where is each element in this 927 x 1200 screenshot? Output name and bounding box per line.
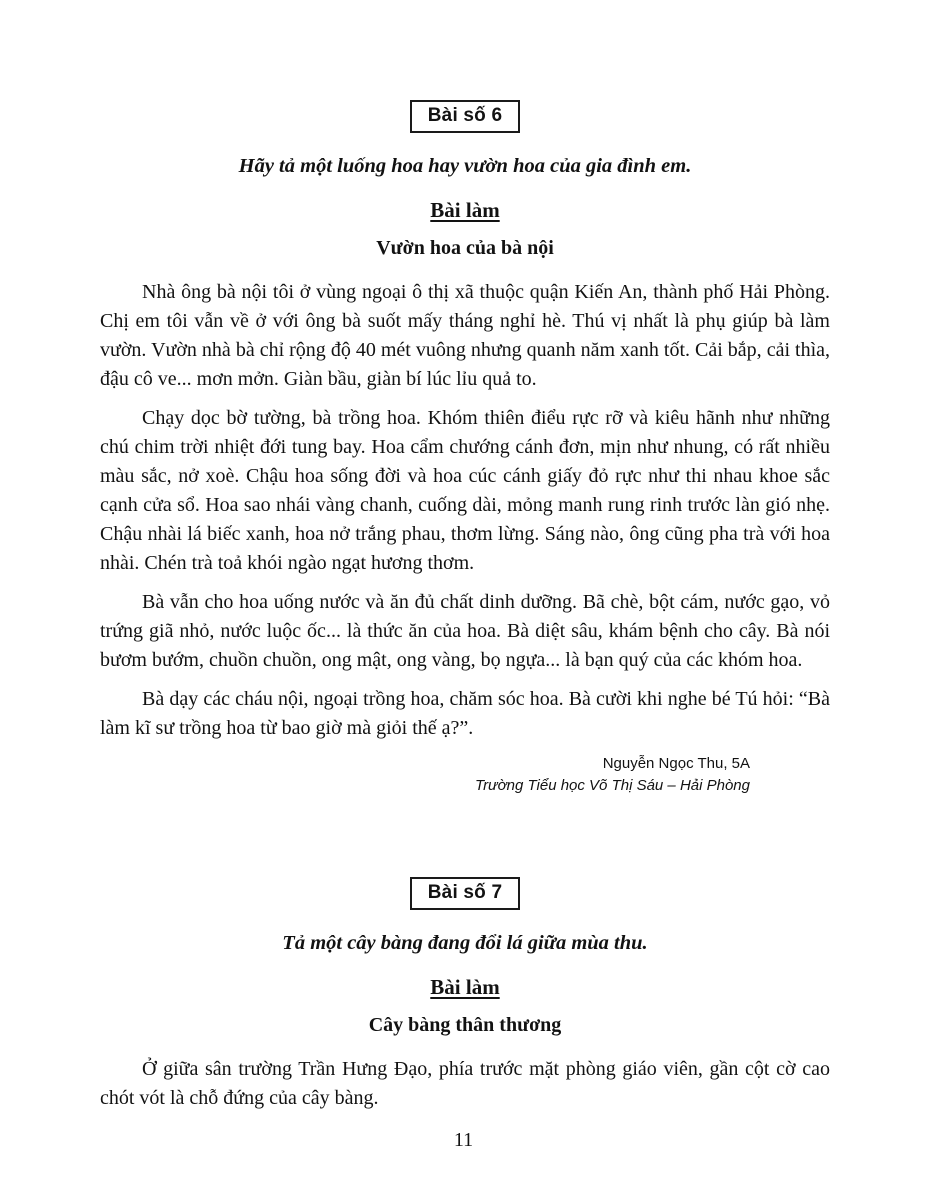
lesson-number-badge: Bài số 6: [410, 100, 520, 133]
essay-byline: [100, 753, 830, 797]
author-name: Nguyễn Ngọc Thu, 5A: [602, 755, 750, 772]
essay-answer-heading: Bài làm: [430, 975, 500, 999]
essay-prompt: Tả một cây bàng đang đổi lá giữa mùa thu.: [282, 932, 648, 954]
lesson-number-badge: Bài số 7: [410, 877, 520, 910]
essay-answer-heading: Bài làm: [430, 198, 500, 222]
author-school: Trường Tiểu học Võ Thị Sáu – Hải Phòng: [475, 777, 750, 794]
essay-title: Vườn hoa của bà nội: [376, 237, 554, 259]
essay-paragraph: Ở giữa sân trường Trần Hưng Đạo, phía trước mặt phòng giáo viên, gần cột cờ cao chót vót là chỗ đứng của cây bàng.: [100, 1058, 830, 1109]
lesson-section-7: [100, 877, 830, 1113]
essay-paragraph: Bà vẫn cho hoa uống nước và ăn đủ chất dinh dưỡng. Bã chè, bột cám, nước gạo, vỏ trứng giã nhỏ, nước luộc ốc... là thức ăn của hoa. Bà diệt sâu, khám bệnh cho cây. Bà nói bươm bướm, chuồn chuồn, ong mật, ong vàng, bọ ngựa... là bạn quý của các khóm hoa.: [100, 591, 830, 671]
page-number: 11: [453, 1129, 474, 1151]
essay-paragraph: Bà dạy các cháu nội, ngoại trồng hoa, chăm sóc hoa. Bà cười khi nghe bé Tú hỏi: “Bà làm kĩ sư trồng hoa từ bao giờ mà giỏi thế ạ?”.: [100, 688, 830, 739]
essay-prompt: Hãy tả một luống hoa hay vườn hoa của gia đình em.: [238, 155, 692, 177]
lesson-section-6: [100, 100, 830, 797]
lesson-badge-wrap: [100, 100, 830, 133]
essay-paragraph: Nhà ông bà nội tôi ở vùng ngoại ô thị xã thuộc quận Kiến An, thành phố Hải Phòng. Chị em tôi vẫn về ở với ông bà suốt mấy tháng nghỉ hè. Thú vị nhất là phụ giúp bà làm vườn. Vườn nhà bà chỉ rộng độ 40 mét vuông nhưng quanh năm xanh tốt. Cải bắp, cải thìa, đậu cô ve... mơn mởn. Giàn bầu, giàn bí lúc lỉu quả to.: [100, 281, 830, 390]
essay-paragraph: Chạy dọc bờ tường, bà trồng hoa. Khóm thiên điểu rực rỡ và kiêu hãnh như những chú chim trời nhiệt đới tung bay. Hoa cẩm chướng cánh đơn, mịn như nhung, có rất nhiều màu sắc, nở xoè. Chậu hoa sống đời và hoa cúc cánh giấy đỏ rực như thi nhau khoe sắc cạnh cửa sổ. Hoa sao nhái vàng chanh, cuống dài, mỏng manh rung rinh trước làn gió nhẹ. Chậu nhài lá biếc xanh, hoa nở trắng phau, thơm lừng. Sáng nào, ông cũng pha trà với hoa nhài. Chén trà toả khói ngào ngạt hương thơm.: [100, 407, 830, 574]
lesson-badge-wrap: [100, 877, 830, 910]
essay-title: Cây bàng thân thương: [368, 1014, 562, 1036]
